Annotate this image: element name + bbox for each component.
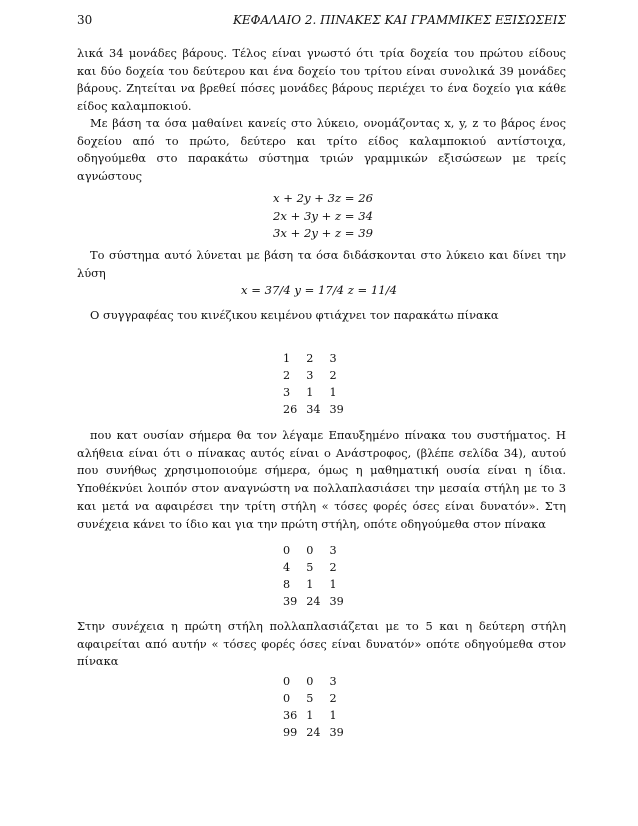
equation: x + 2y + 3z = 26 xyxy=(273,191,373,205)
matrix-row xyxy=(283,352,353,369)
matrix-cell: 0 xyxy=(306,544,314,557)
matrix-cell: 1 xyxy=(306,709,314,722)
matrix-cell: 2 xyxy=(329,561,337,574)
matrix-cell: 0 xyxy=(283,544,291,557)
equation: 3x + 2y + z = 39 xyxy=(273,226,373,240)
matrix-cell: 39 xyxy=(283,595,298,608)
matrix-cell: 34 xyxy=(306,403,321,416)
matrix-row xyxy=(283,709,353,726)
matrix-row xyxy=(283,726,353,743)
matrix-cell: 0 xyxy=(283,675,291,688)
matrix-cell: 0 xyxy=(306,675,314,688)
matrix-cell: 3 xyxy=(329,544,337,557)
paragraph-5: που κατ ουσίαν σήμερα θα τον λέγαμε Επαυξημένο πίνακα του συστήματος. Η αλήθεια είναι ότι ο πίνακας αυτός είναι ο Ανάστροφος, (βλέπε σελίδα 34), αυτού που συνήθως χρησιμοποιούμε σήμερα, όμως η μαθηματική ουσία είναι η ίδια. Υποθέκνύει λοιπόν στον αναγνώστη να πολλαπλασιάσει την μεσαία στήλη με το 3 και μετά να αφαιρέσει την τρίτη στήλη « τόσες φορές όσες είναι δυνατόν». Στη συνέχεια κάνει το ίδιο και για την πρώτη στήλη, οπότε οδηγούμεθα στον πίνακα xyxy=(77,428,566,531)
matrix-cell: 1 xyxy=(306,578,314,591)
matrix-2 xyxy=(283,544,353,612)
matrix-row xyxy=(283,578,353,595)
equation: 2x + 3y + z = 34 xyxy=(273,208,373,223)
matrix-cell: 24 xyxy=(306,726,321,739)
matrix-row xyxy=(283,403,353,420)
matrix-cell: 1 xyxy=(329,709,337,722)
matrix-cell: 2 xyxy=(283,369,291,382)
matrix-cell: 26 xyxy=(283,403,298,416)
running-title: ΚΕΦΑΛΑΙΟ 2. ΠΙΝΑΚΕΣ ΚΑΙ ΓΡΑΜΜΙΚΕΣ ΕΞΙΣΩΣΕΙΣ xyxy=(232,13,566,27)
matrix-cell: 5 xyxy=(306,692,314,705)
matrix-row xyxy=(283,561,353,578)
matrix-cell: 3 xyxy=(283,386,291,399)
matrix-cell: 24 xyxy=(306,595,321,608)
paragraph-1: λικά 34 μονάδες βάρους. Τέλος είναι γνωστό ότι τρία δοχεία του πρώτου είδους και δύο δοχεία του δεύτερου και ένα δοχείο του τρίτου είναι συνολικά 39 μονάδες βάρους. Ζητείται να βρεθεί πόσες μονάδες βάρους περιέχει το ένα δοχείο για κάθε είδος καλαμποκιού. xyxy=(77,46,566,114)
matrix-cell: 39 xyxy=(329,595,344,608)
matrix-cell: 3 xyxy=(306,369,314,382)
matrix-row xyxy=(283,386,353,403)
solution-line: x = 37/4 y = 17/4 z = 11/4 xyxy=(241,283,397,297)
paragraph-3: Το σύστημα αυτό λύνεται με βάση τα όσα διδάσκονται στο λύκειο και δίνει την λύση xyxy=(77,248,566,280)
matrix-cell: 2 xyxy=(329,369,337,382)
matrix-row xyxy=(283,595,353,612)
matrix-3 xyxy=(283,675,353,743)
matrix-cell: 99 xyxy=(283,726,298,739)
matrix-cell: 1 xyxy=(283,352,291,365)
paragraph-4: Ο συγγραφέας του κινέζικου κειμένου φτιάχνει τον παρακάτω πίνακα xyxy=(90,308,499,322)
matrix-cell: 3 xyxy=(329,352,337,365)
equation-system xyxy=(273,190,403,243)
matrix-cell: 0 xyxy=(283,692,291,705)
matrix-cell: 4 xyxy=(283,561,291,574)
matrix-cell: 2 xyxy=(329,692,337,705)
page-header xyxy=(77,13,566,29)
page-number: 30 xyxy=(77,13,93,27)
matrix-cell: 39 xyxy=(329,726,344,739)
matrix-cell: 3 xyxy=(329,675,337,688)
matrix-cell: 36 xyxy=(283,709,298,722)
paragraph-2: Με βάση τα όσα μαθαίνει κανείς στο λύκειο, ονομάζοντας x, y, z το βάρος ένος δοχείου από το πρώτο, δεύτερο και τρίτο είδος καλαμποκιού αντίστοιχα, οδηγούμεθα στο παρακάτω σύστημα τριών γραμμικών εξισώσεων με τρείς αγνώστους xyxy=(77,116,566,184)
matrix-cell: 39 xyxy=(329,403,344,416)
matrix-cell: 1 xyxy=(306,386,314,399)
matrix-row xyxy=(283,692,353,709)
matrix-1 xyxy=(283,352,353,420)
matrix-cell: 1 xyxy=(329,578,337,591)
matrix-cell: 5 xyxy=(306,561,314,574)
matrix-cell: 2 xyxy=(306,352,314,365)
matrix-row xyxy=(283,675,353,692)
paragraph-6: Στην συνέχεια η πρώτη στήλη πολλαπλασιάζεται με το 5 και η δεύτερη στήλη αφαιρείται από αυτήν « τόσες φορές όσες είναι δυνατόν» οπότε οδηγούμεθα στον πίνακα xyxy=(77,619,566,669)
matrix-row xyxy=(283,369,353,386)
matrix-row xyxy=(283,544,353,561)
matrix-cell: 1 xyxy=(329,386,337,399)
matrix-cell: 8 xyxy=(283,578,291,591)
